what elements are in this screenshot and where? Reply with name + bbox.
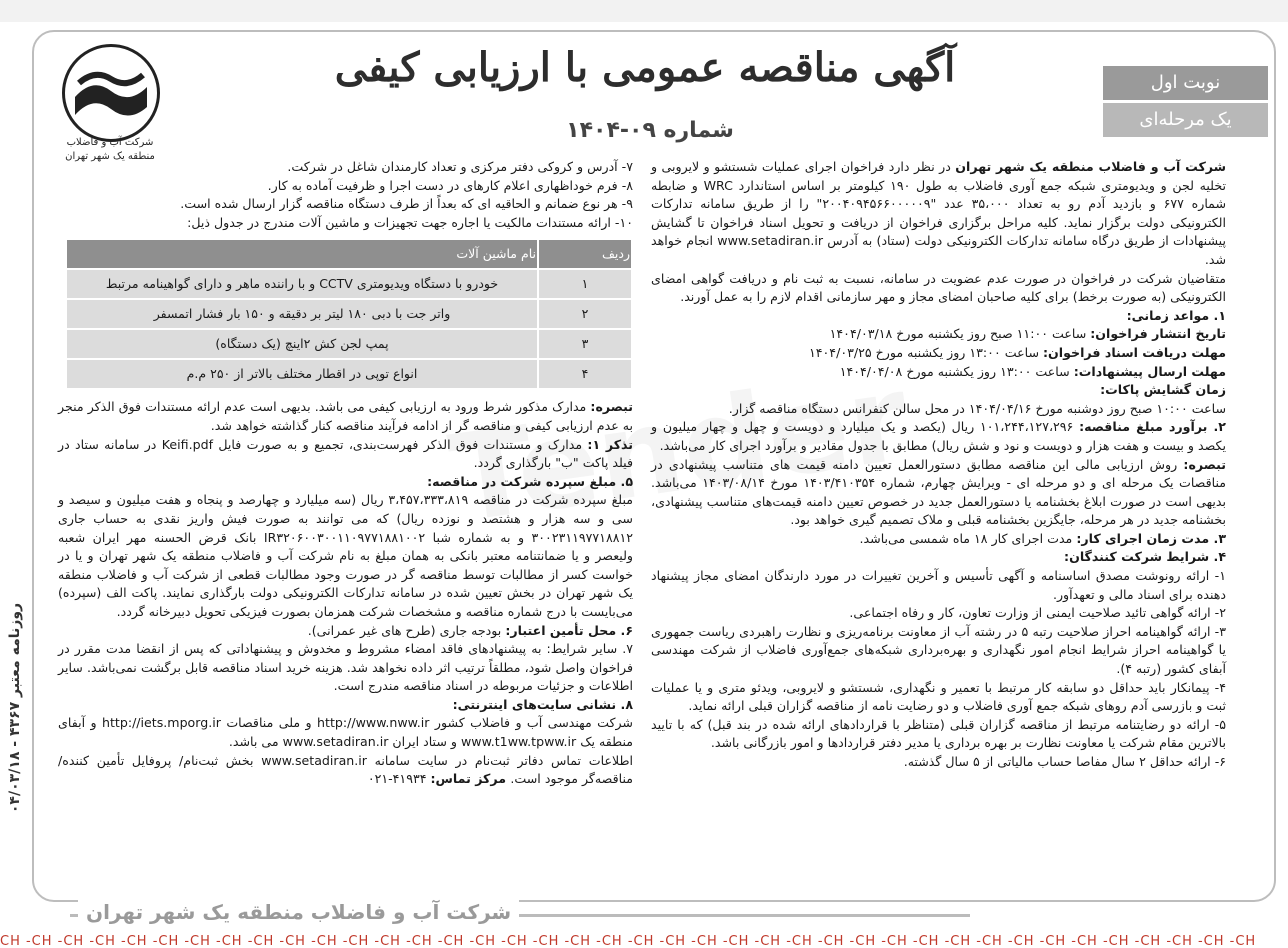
condition-item: ۶- ارائه حداقل ۲ سال مفاصا حساب مالیاتی از ۵ سال گذشته. [903, 754, 1226, 769]
condition-item: ۵- ارائه دو رضایتنامه مرتبط از مناقصه گزاران قبلی (متناظر با قراردادهای ارائه شده در بند قبل) که با تایید بالاترین مقام شرکت یا معاونت نظارت بر بهره برداری یا مدیر دفتر قراردادها و امور بازرگانی باشد. [651, 716, 1226, 751]
table-cell-number: ۳ [538, 329, 632, 359]
table-cell-machine: پمپ لجن کش ۲اینچ (یک دستگاه) [66, 329, 538, 359]
water-company-logo-icon [62, 44, 160, 142]
bottom-ribbon: CH -CH -CH -CH -CH -CH -CH -CH -CH -CH -CH -CH -CH -CH -CH -CH -CH -CH -CH -CH -CH -CH -CH -CH -CH -CH -CH -CH -CH -CH -CH -CH -CH -CH -CH -CH -CH -CH -CH -CH [0, 934, 1257, 948]
condition-item: ۲- ارائه گواهی تائید صلاحیت ایمنی از وزارت تعاون، کار و رفاه اجتماعی. [849, 605, 1226, 621]
websites-value: شرکت مهندسی آب و فاضلاب کشور http://www.nww.ir و ملی مناقصات http://iets.mporg.ir و آبفای منطقه یک www.t1ww.tpww.ir و ستاد ایران www.setadiran.ir می باشد. [58, 715, 633, 750]
funding-value: بودجه جاری (طرح های غیر عمرانی). [307, 622, 506, 638]
contact-value: ۴۱۹۳۴-۰۲۱ [367, 771, 431, 787]
deposit-title: ۵. مبلغ سپرده شرکت در مناقصه: [427, 473, 633, 489]
table-row [66, 299, 632, 329]
condition-item: ۱۰- ارائه مستندات مالکیت یا اجاره جهت تجهیزات و ماشین آلات مندرج در جدول ذیل: [187, 214, 633, 230]
estimate-label: ۲. برآورد مبلغ مناقصه: [1079, 419, 1226, 435]
table-row [66, 359, 632, 389]
reminder-label: تذکر ۱: [587, 436, 634, 452]
submit-label: مهلت ارسال پیشنهادات: [1073, 363, 1226, 379]
conditions-title: ۴. شرایط شرکت کنندگان: [1064, 549, 1226, 565]
intro-text: در نظر دارد فراخوان اجرای عملیات شستشو و لایروبی و تخلیه لجن و ویدیومتری شبکه جمع آوری فاضلاب به طول ۱۹۰ کیلومتر بر اساس استاندارد WRC و ضابطه شماره ۶۷۷ و بازدید آدم رو به تعداد ۳۵،۰۰۰ عدد "۲۰۰۴۰۹۴۵۶۶۰۰۰۰۰۹" را از طریق سامانه تدارکات الکترونیکی دولت برگزار نماید. کلیه مراحل برگزاری فراخوان از دریافت و تحویل اسناد فراخوان تا گشایش پیشنهادات از طریق درگاه سامانه تدارکات الکترونیکی دولت (ستاد) به آدرس www.setadiran.ir انجام خواهد شد. [651, 159, 1226, 267]
page-title: آگهی مناقصه عمومی با ارزیابی کیفی [334, 44, 956, 91]
receive-value: ساعت ۱۳:۰۰ روز یکشنبه مورخ ۱۴۰۴/۰۳/۲۵ [809, 344, 1043, 360]
duration-value: مدت اجرای کار ۱۸ ماه شمسی می‌باشد. [859, 530, 1077, 546]
machinery-table [65, 238, 633, 390]
submit-value: ساعت ۱۳:۰۰ روز یکشنبه مورخ ۱۴۰۴/۰۴/۰۸ [839, 363, 1074, 379]
schedule-title: ۱. مواعد زمانی: [1126, 307, 1226, 323]
condition-item: ۱- ارائه رونوشت مصدق اساسنامه و آگهی تأسیس و آخرین تغییرات در مورد دارندگان امضای مجاز پیشنهاد دهنده برای اسناد مالی و تعهدآور. [651, 568, 1226, 602]
condition-item: ۴- پیمانکار باید حداقل دو سابقه کار مرتبط با تعمیر و نگهداری، شستشو و لایروبی، ویدئو متری و یا عملیات ثبت و بازرسی آدم روهای شبکه جمع آوری فاضلاب و دو رضایت نامه از مناقصه گزاران قبلی ارائه نماید. [651, 679, 1226, 714]
publish-label: تاریخ انتشار فراخوان: [1090, 326, 1226, 342]
top-strip [0, 0, 1288, 22]
other-conditions: ۷. سایر شرایط: به پیشنهادهای فاقد امضاء مشروط و مخدوش و پیشنهاداتی که پس از انقضا مدت مقرر در فراخوان واصل شود، مطلقاً ترتیب اثر داده نخواهد شد. هزینه خرید اسناد مناقصه قابل برگشت نمی‌باشد. سایر اطلاعات و جزئیات مربوطه در اسناد مناقصه مندرج است. [58, 641, 633, 694]
stage-badge: یک مرحله‌ای [1103, 103, 1268, 137]
receive-label: مهلت دریافت اسناد فراخوان: [1043, 344, 1226, 360]
table-cell-number: ۴ [538, 359, 632, 389]
round-badge: نوبت اول [1103, 66, 1268, 100]
publish-value: ساعت ۱۱:۰۰ صبح روز یکشنبه مورخ ۱۴۰۴/۰۳/۱۸ [829, 326, 1091, 342]
table-cell-machine: انواع توپی در اقطار مختلف بالاتر از ۲۵۰ م.م [66, 359, 538, 389]
table-header-row-number: ردیف [538, 239, 632, 269]
estimate-value: ۱۰۱،۲۴۴،۱۲۷،۲۹۶ ریال (یکصد و یک میلیارد و دویست و چهل و چهار میلیون و یکصد و بیست و هفت هزار و دویست و نود و شش ریال) مطابق با جدول مقادیر و برآورد اجرای کار می‌باشد. [651, 419, 1226, 453]
condition-item: ۸- فرم خوداظهاری اعلام کارهای در دست اجرا و ظرفیت آماده به کار. [267, 177, 633, 193]
logo-caption-line-2: منطقه یک شهر تهران [65, 151, 155, 162]
deposit-value: مبلغ سپرده شرکت در مناقصه ۳،۴۵۷،۳۳۳،۸۱۹ ریال (سه میلیارد و چهارصد و پنجاه و هفت میلیون و سیصد و سی و سه هزار و هشتصد و نوزده ریال) که می توانند به صورت فیش واریز نقدی به حساب جاری ۳۰۰۲۳۱۱۹۷۷۱۸۸۱۲ و به شماره شبا IR۳۲۰۶۰۰۳۰۰۱۱۰۹۷۷۱۸۸۱۰۰۲ بانک قرض الحسنه مهر ایران شعبه ولیعصر و یا ضمانتنامه معتبر بانکی به همان مبلغ به نام شرکت آب و فاضلاب منطقه یک شهر تهران و یا در خواست کسر از مطالبات توسط مناقصه گر در صورت وجود مطالبات قطعی از شرکت آب و فاضلاب منطقه یک شهر تهران در بخش تعیین شده در سامانه تدارکات الکترونیکی دولت بارگذاری نمایند. پاکت الف (سپرده) می‌بایست با درج شماره مناقصه و مشخصات شرکت همزمان بصورت فیزیکی تحویل دبیرخانه گردد. [58, 492, 633, 619]
funding-label: ۶. محل تأمین اعتبار: [505, 622, 633, 638]
contact-label: مرکز تماس: [430, 771, 511, 787]
websites-title: ۸. نشانی سایت‌های اینترنتی: [452, 696, 633, 712]
duration-label: ۳. مدت زمان اجرای کار: [1076, 530, 1226, 546]
table-header-machine: نام ماشین آلات [66, 239, 538, 269]
table-cell-machine: خودرو با دستگاه ویدیومتری CCTV و با راننده ماهر و دارای گواهینامه مرتبط [66, 269, 538, 299]
tender-number: شماره ۰۹-۱۴۰۴ [566, 118, 734, 143]
table-row [66, 269, 632, 299]
note-label: تبصره: [590, 399, 633, 415]
left-column [58, 158, 633, 789]
open-label: زمان گشایش پاکات: [1100, 382, 1226, 398]
footer-company: شرکت آب و فاضلاب منطقه یک شهر تهران [78, 900, 519, 924]
intro-paragraph-2: متقاضیان شرکت در فراخوان در صورت عدم عضویت در سامانه، نسبت به ثبت نام و دریافت گواهی امضای الکترونیکی (به صورت برخط) برای کلیه صاحبان امضای مجاز و مهر سازمانی اقدام لازم را به عمل آورند. [651, 270, 1226, 305]
intro-company: شرکت آب و فاضلاب منطقه یک شهر تهران [955, 159, 1226, 174]
table-cell-number: ۱ [538, 269, 632, 299]
condition-item: ۳- ارائه گواهینامه احراز صلاحیت رتبه ۵ در رشته آب از معاونت برنامه‌ریزی و نظارت راهبردی ریاست جمهوری یا گواهینامه احراز شرایط انجام امور نگهداری و بهره‌برداری شبکه‌های جمع‌آوری فاضلاب از شرکت مهندسی آبفای کشور (رتبه ۴). [651, 623, 1226, 677]
estimate-note-label: تبصره: [1183, 456, 1226, 472]
open-value: ساعت ۱۰:۰۰ صبح روز دوشنبه مورخ ۱۴۰۴/۰۴/۱۶ در محل سالن کنفرانس دستگاه مناقصه گزار. [728, 400, 1226, 416]
right-column [651, 158, 1226, 772]
reminder-value: مدارک و مستندات فوق الذکر فهرست‌بندی، تجمیع و به صورت فایل Keifi.pdf در سامانه ستاد در فیلد پاکت "ب" بارگذاری گردد. [58, 436, 633, 471]
table-cell-machine: واتر جت با دبی ۱۸۰ لیتر بر دقیقه و ۱۵۰ بار فشار اتمسفر [66, 299, 538, 329]
logo-caption-line-1: شرکت آب و فاضلاب [66, 137, 154, 148]
table-cell-number: ۲ [538, 299, 632, 329]
condition-item: ۷- آدرس و کروکی دفتر مرکزی و تعداد کارمندان شاغل در شرکت. [287, 159, 633, 174]
newspaper-side-label: روزنامه معتبر ۴۳۶۷ - ۰۴/۰۳/۱۸ [7, 602, 23, 814]
note-value: مدارک مذکور شرط ورود به ارزیابی کیفی می باشد. بدیهی است عدم ارائه مستندات فوق الذکر منجر به عدم ارزیابی کیفی و مناقصه گر از ادامه فرآیند مناقصه کنار گذاشته خواهد شد. [58, 399, 633, 433]
intro-paragraph [651, 158, 1226, 270]
websites-value-2: اطلاعات تماس دفاتر ثبت‌نام در سایت سامانه www.setadiran.ir بخش ثبت‌نام/ پروفایل تأمین کننده/ مناقصه‌گر موجود است. [58, 752, 633, 787]
estimate-note-value: روش ارزیابی مالی این مناقصه مطابق دستورالعمل تعیین دامنه قیمت های متناسب پیشنهادی در مناقصات یک مرحله ای و دو مرحله ای - ویرایش چهارم، شماره ۱۴۰۳/۴۱۰۳۵۴ مورخ ۱۴۰۳/۰۸/۱۴ می‌باشد. بدیهی است در صورت ابلاغ بخشنامه یا دستورالعمل جدید در خصوص تعیین دامنه قیمت‌های متناسب پیشنهادی، بخشنامه جدید در هر مرحله، جایگزین بخشنامه قبلی و ملاک تصمیم گیری خواهد بود. [651, 456, 1226, 528]
table-row [66, 329, 632, 359]
condition-item: ۹- هر نوع ضمانم و الحاقیه ای که بعداً از طرف دستگاه مناقصه گزار ارسال شده است. [180, 196, 633, 212]
